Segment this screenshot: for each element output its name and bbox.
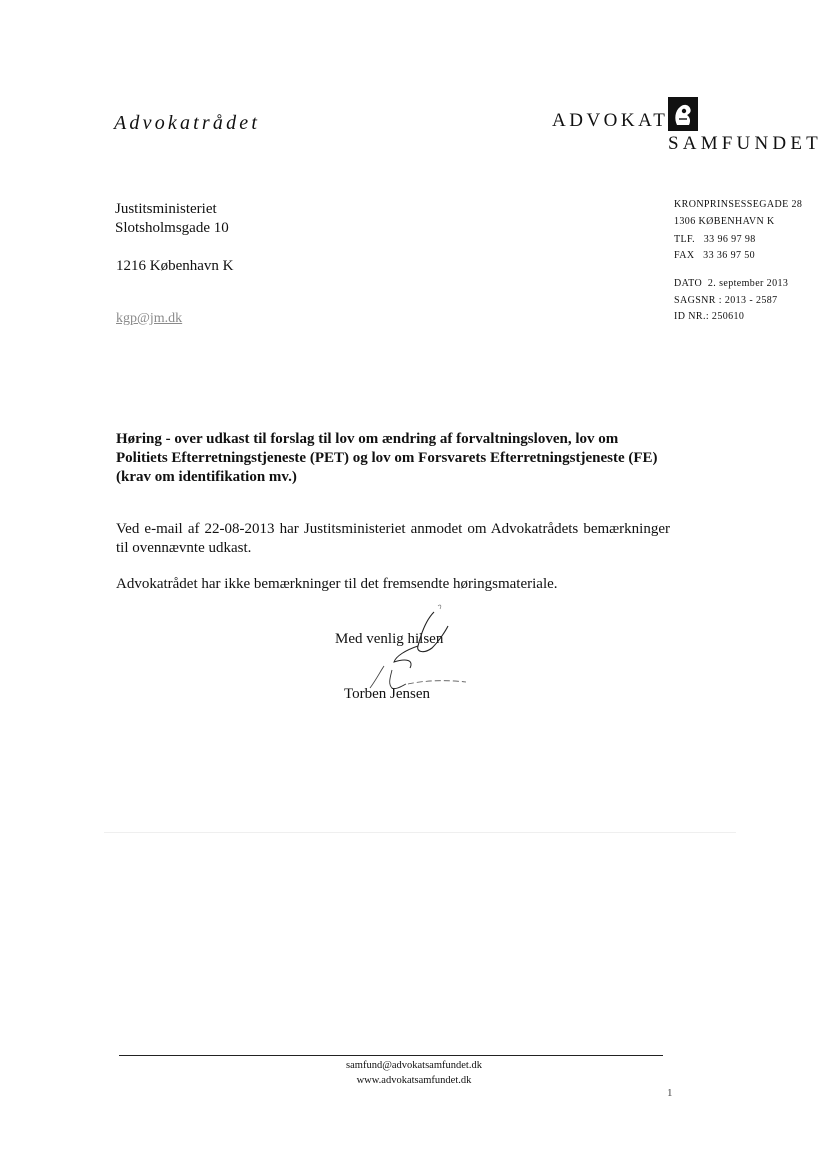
recipient-city: 1216 København K [116, 258, 234, 274]
id-number: ID NR.: 250610 [674, 311, 745, 322]
scan-artifact-rule [104, 832, 736, 833]
logo-text-advokat: ADVOKAT [552, 110, 669, 131]
body-paragraph-2: Advokatrådet har ikke bemærkninger til det fremsendte høringsmateriale. [116, 576, 558, 592]
letter-date: DATO 2. september 2013 [674, 278, 789, 289]
sender-phone: TLF. 33 96 97 98 [674, 234, 756, 245]
body-paragraph-1: Ved e-mail af 22-08-2013 har Justitsministeriet anmodet om Advokatrådets bemærkninger til ovennævnte udkast. [116, 521, 670, 556]
recipient-street: Slotsholmsgade 10 [115, 220, 229, 236]
recipient-name: Justitsministeriet [115, 201, 217, 217]
sender-street: KRONPRINSESSEGADE 28 [674, 199, 803, 210]
footer-email: samfund@advokatsamfundet.dk [346, 1060, 482, 1071]
sender-name: Advokatrådet [114, 112, 261, 134]
logo-text-samfundet: SAMFUNDET [668, 133, 822, 154]
page-number: 1 [667, 1087, 673, 1099]
letter-subject: Høring - over udkast til forslag til lov om ændring af forvaltningsloven, lov om Politiets Efterretningstjeneste (PET) og lov om Forsvarets Efterretningstjeneste (FE) (krav om identifikation mv.) [116, 431, 658, 485]
footer-website: www.advokatsamfundet.dk [356, 1075, 472, 1086]
closing-phrase: Med venlig hilsen [335, 631, 444, 647]
signatory-name: Torben Jensen [344, 686, 431, 702]
samfundet-logo-icon [668, 97, 698, 131]
sender-city: 1306 KØBENHAVN K [674, 216, 775, 227]
case-number: SAGSNR : 2013 - 2587 [674, 295, 778, 306]
footer-divider [119, 1055, 663, 1056]
sender-fax: FAX 33 36 97 50 [674, 250, 756, 261]
recipient-email: kgp@jm.dk [116, 311, 183, 326]
